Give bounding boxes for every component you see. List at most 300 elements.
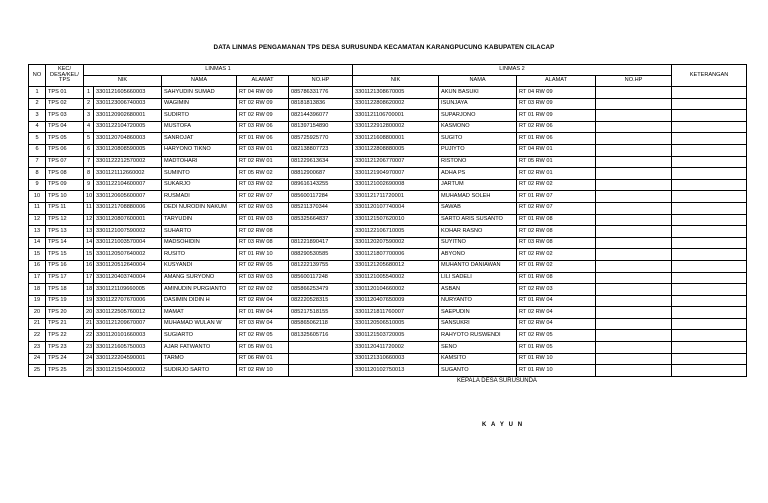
cell-nik2: 3301122808620002 bbox=[353, 98, 439, 110]
table-row bbox=[29, 144, 747, 156]
cell-nik1: 3301121504590002 bbox=[94, 365, 162, 377]
cell-tps: TPS 04 bbox=[46, 121, 84, 133]
cell-hp2 bbox=[596, 191, 672, 203]
cell-nama1: MAMAT bbox=[162, 307, 237, 319]
cell-alamat1: RT 02 RW 02 bbox=[237, 284, 289, 296]
cell-no: 8 bbox=[29, 168, 46, 180]
cell-hp1 bbox=[289, 342, 353, 354]
cell-keterangan bbox=[672, 179, 747, 191]
cell-alamat2: RT 02 RW 02 bbox=[517, 179, 596, 191]
signature-title: KEPALA DESA SURUSUNDA bbox=[457, 378, 537, 384]
cell-n1: 12 bbox=[84, 214, 94, 226]
cell-tps: TPS 08 bbox=[46, 168, 84, 180]
cell-nama2: PUJIYTO bbox=[439, 144, 517, 156]
cell-tps: TPS 11 bbox=[46, 202, 84, 214]
cell-no: 24 bbox=[29, 353, 46, 365]
header-nik-1: NIK bbox=[84, 76, 162, 87]
cell-hp2 bbox=[596, 249, 672, 261]
cell-hp1: 085786331776 bbox=[289, 87, 353, 99]
cell-nama2: MUHANTO DANIAWAN bbox=[439, 260, 517, 272]
cell-nama2: SARTO ARIS SUSANTO bbox=[439, 214, 517, 226]
cell-nik1: 3301122212570002 bbox=[94, 156, 162, 168]
cell-nik1: 3301120507640002 bbox=[94, 249, 162, 261]
cell-nama1: MUSTOFA bbox=[162, 121, 237, 133]
cell-hp1: 085866253479 bbox=[289, 284, 353, 296]
linmas-table bbox=[28, 64, 747, 377]
cell-nama1: DEDI NURODIN NAKUM bbox=[162, 202, 237, 214]
cell-nama1: SUDIRJO SARTO bbox=[162, 365, 237, 377]
cell-hp1: 08812900687 bbox=[289, 168, 353, 180]
cell-alamat2: RT 02 RW 02 bbox=[517, 249, 596, 261]
cell-alamat2: RT 02 RW 08 bbox=[517, 226, 596, 238]
cell-nama2: SENO bbox=[439, 342, 517, 354]
cell-nik2: 3301120407650009 bbox=[353, 295, 439, 307]
cell-hp1: 081221890417 bbox=[289, 237, 353, 249]
cell-nama1: DASIMIN DIDIN H bbox=[162, 295, 237, 307]
cell-alamat1: RT 02 RW 03 bbox=[237, 202, 289, 214]
table-row bbox=[29, 272, 747, 284]
cell-hp2 bbox=[596, 214, 672, 226]
cell-nama1: WAGIMIN bbox=[162, 98, 237, 110]
cell-alamat2: RT 01 RW 09 bbox=[517, 110, 596, 122]
cell-nik2: 3301121904970007 bbox=[353, 168, 439, 180]
cell-no: 14 bbox=[29, 237, 46, 249]
cell-alamat1: RT 02 RW 05 bbox=[237, 260, 289, 272]
cell-hp1: 085325664837 bbox=[289, 214, 353, 226]
cell-nik1: 3301120807600001 bbox=[94, 214, 162, 226]
cell-nik2: 3301120104660002 bbox=[353, 284, 439, 296]
cell-alamat1: RT 02 RW 01 bbox=[237, 156, 289, 168]
cell-hp2 bbox=[596, 121, 672, 133]
cell-nama1: AMANG SURYONO bbox=[162, 272, 237, 284]
cell-nik1: 3301122505760012 bbox=[94, 307, 162, 319]
cell-nik1: 3301122104600007 bbox=[94, 179, 162, 191]
cell-n1: 18 bbox=[84, 284, 94, 296]
cell-keterangan bbox=[672, 260, 747, 272]
cell-keterangan bbox=[672, 272, 747, 284]
cell-nik2: 3301122912800002 bbox=[353, 121, 439, 133]
cell-alamat1: RT 02 RW 07 bbox=[237, 191, 289, 203]
table-row bbox=[29, 295, 747, 307]
cell-nik2: 3301121608800001 bbox=[353, 133, 439, 145]
cell-keterangan bbox=[672, 202, 747, 214]
table-row bbox=[29, 202, 747, 214]
cell-nama2: ADHA PS bbox=[439, 168, 517, 180]
cell-nik1: 3301121003570004 bbox=[94, 237, 162, 249]
cell-nama2: RAHYOTO RUSWENDI bbox=[439, 330, 517, 342]
signature-name: K A Y U N bbox=[482, 422, 524, 428]
cell-alamat1: RT 02 RW 08 bbox=[237, 226, 289, 238]
cell-alamat1: RT 05 RW 02 bbox=[237, 168, 289, 180]
cell-tps: TPS 21 bbox=[46, 318, 84, 330]
cell-no: 10 bbox=[29, 191, 46, 203]
cell-nama1: SUDIRTO bbox=[162, 110, 237, 122]
cell-alamat1: RT 02 RW 09 bbox=[237, 98, 289, 110]
cell-no: 9 bbox=[29, 179, 46, 191]
cell-nama2: SUGANTO bbox=[439, 365, 517, 377]
cell-no: 7 bbox=[29, 156, 46, 168]
cell-tps: TPS 15 bbox=[46, 249, 84, 261]
cell-tps: TPS 01 bbox=[46, 87, 84, 99]
cell-no: 21 bbox=[29, 318, 46, 330]
cell-alamat1: RT 05 RW 01 bbox=[237, 342, 289, 354]
cell-nama2: KOHAR RASNO bbox=[439, 226, 517, 238]
cell-keterangan bbox=[672, 318, 747, 330]
cell-alamat1: RT 03 RW 01 bbox=[237, 144, 289, 156]
cell-no: 19 bbox=[29, 295, 46, 307]
cell-n1: 5 bbox=[84, 133, 94, 145]
cell-nama2: ABYONO bbox=[439, 249, 517, 261]
cell-nama1: KUSYANDI bbox=[162, 260, 237, 272]
table-row bbox=[29, 353, 747, 365]
cell-no: 13 bbox=[29, 226, 46, 238]
cell-nik2: 3301120207590002 bbox=[353, 237, 439, 249]
cell-nama2: KAMSITO bbox=[439, 353, 517, 365]
cell-hp1: 081222139755 bbox=[289, 260, 353, 272]
table-row bbox=[29, 214, 747, 226]
cell-tps: TPS 10 bbox=[46, 191, 84, 203]
cell-no: 20 bbox=[29, 307, 46, 319]
table-row bbox=[29, 318, 747, 330]
cell-hp2 bbox=[596, 179, 672, 191]
table-row bbox=[29, 133, 747, 145]
cell-hp1 bbox=[289, 353, 353, 365]
cell-tps: TPS 14 bbox=[46, 237, 84, 249]
cell-n1: 10 bbox=[84, 191, 94, 203]
cell-nik2: 3301120107740004 bbox=[353, 202, 439, 214]
cell-alamat1: RT 02 RW 04 bbox=[237, 295, 289, 307]
cell-alamat1: RT 02 RW 09 bbox=[237, 110, 289, 122]
cell-alamat2: RT 02 RW 03 bbox=[517, 284, 596, 296]
cell-n1: 13 bbox=[84, 226, 94, 238]
cell-alamat2: RT 01 RW 06 bbox=[517, 133, 596, 145]
header-alamat-1: ALAMAT bbox=[237, 76, 289, 87]
header-linmas-2: LINMAS 2 bbox=[353, 65, 672, 76]
cell-keterangan bbox=[672, 237, 747, 249]
cell-nik2: 3301122106710005 bbox=[353, 226, 439, 238]
cell-n1: 9 bbox=[84, 179, 94, 191]
cell-keterangan bbox=[672, 214, 747, 226]
cell-n1: 19 bbox=[84, 295, 94, 307]
document-title: DATA LINMAS PENGAMANAN TPS DESA SURUSUNDA KECAMATAN KARANGPUCUNG KABUPATEN CILACAP bbox=[213, 44, 555, 51]
cell-nama1: SANROJAT bbox=[162, 133, 237, 145]
cell-tps: TPS 13 bbox=[46, 226, 84, 238]
cell-no: 11 bbox=[29, 202, 46, 214]
table-row bbox=[29, 237, 747, 249]
cell-alamat2: RT 01 RW 10 bbox=[517, 365, 596, 377]
cell-tps: TPS 16 bbox=[46, 260, 84, 272]
table-row bbox=[29, 330, 747, 342]
cell-nama2: ASBAN bbox=[439, 284, 517, 296]
cell-nik1: 3301120902680001 bbox=[94, 110, 162, 122]
cell-nama2: SUPARJONO bbox=[439, 110, 517, 122]
table-row bbox=[29, 191, 747, 203]
cell-no: 1 bbox=[29, 87, 46, 99]
table-row bbox=[29, 342, 747, 354]
cell-alamat1: RT 03 RW 03 bbox=[237, 272, 289, 284]
cell-nama2: SAWAB bbox=[439, 202, 517, 214]
cell-no: 22 bbox=[29, 330, 46, 342]
cell-keterangan bbox=[672, 342, 747, 354]
cell-alamat2: RT 03 RW 09 bbox=[517, 98, 596, 110]
table-row bbox=[29, 121, 747, 133]
cell-nik1: 3301120512640004 bbox=[94, 260, 162, 272]
table-row bbox=[29, 226, 747, 238]
cell-hp2 bbox=[596, 202, 672, 214]
cell-hp2 bbox=[596, 156, 672, 168]
table-row bbox=[29, 98, 747, 110]
cell-alamat2: RT 02 RW 06 bbox=[517, 121, 596, 133]
cell-hp2 bbox=[596, 307, 672, 319]
cell-nik2: 3301121106700001 bbox=[353, 110, 439, 122]
cell-keterangan bbox=[672, 226, 747, 238]
cell-nama1: HARYONO TIKNO bbox=[162, 144, 237, 156]
table-row bbox=[29, 260, 747, 272]
table-row bbox=[29, 110, 747, 122]
table-row bbox=[29, 179, 747, 191]
cell-alamat1: RT 01 RW 04 bbox=[237, 307, 289, 319]
cell-hp1: 088290530585 bbox=[289, 249, 353, 261]
cell-alamat2: RT 01 RW 10 bbox=[517, 353, 596, 365]
cell-n1: 16 bbox=[84, 260, 94, 272]
cell-nik2: 3301121205680012 bbox=[353, 260, 439, 272]
cell-nik1: 3301121708880006 bbox=[94, 202, 162, 214]
cell-nama2: SAEPUDIN bbox=[439, 307, 517, 319]
cell-alamat2: RT 02 RW 01 bbox=[517, 168, 596, 180]
cell-nik1: 3301120403740004 bbox=[94, 272, 162, 284]
cell-nik2: 3301120102750013 bbox=[353, 365, 439, 377]
cell-n1: 25 bbox=[84, 365, 94, 377]
table-row bbox=[29, 87, 747, 99]
cell-tps: TPS 22 bbox=[46, 330, 84, 342]
cell-n1: 4 bbox=[84, 121, 94, 133]
cell-hp2 bbox=[596, 237, 672, 249]
cell-hp1: 085600117248 bbox=[289, 272, 353, 284]
cell-hp2 bbox=[596, 98, 672, 110]
cell-tps: TPS 07 bbox=[46, 156, 84, 168]
cell-keterangan bbox=[672, 191, 747, 203]
cell-hp1: 081397154890 bbox=[289, 121, 353, 133]
cell-alamat2: RT 01 RW 08 bbox=[517, 272, 596, 284]
cell-nik1: 3301121209670007 bbox=[94, 318, 162, 330]
cell-nama2: NURYANTO bbox=[439, 295, 517, 307]
cell-keterangan bbox=[672, 121, 747, 133]
cell-nik1: 3301122104720005 bbox=[94, 121, 162, 133]
cell-alamat2: RT 04 RW 01 bbox=[517, 144, 596, 156]
table-row bbox=[29, 249, 747, 261]
cell-tps: TPS 12 bbox=[46, 214, 84, 226]
header-no: NO bbox=[29, 65, 46, 87]
cell-alamat2: RT 04 RW 09 bbox=[517, 87, 596, 99]
cell-nama1: SUMINTO bbox=[162, 168, 237, 180]
cell-no: 2 bbox=[29, 98, 46, 110]
cell-alamat1: RT 02 RW 05 bbox=[237, 330, 289, 342]
cell-n1: 14 bbox=[84, 237, 94, 249]
cell-no: 17 bbox=[29, 272, 46, 284]
cell-tps: TPS 23 bbox=[46, 342, 84, 354]
header-nama-2: NAMA bbox=[439, 76, 517, 87]
table-row bbox=[29, 156, 747, 168]
cell-keterangan bbox=[672, 168, 747, 180]
cell-n1: 17 bbox=[84, 272, 94, 284]
cell-hp2 bbox=[596, 365, 672, 377]
cell-alamat2: RT 01 RW 05 bbox=[517, 342, 596, 354]
cell-tps: TPS 03 bbox=[46, 110, 84, 122]
cell-nama1: MUHAMAD WULAN W bbox=[162, 318, 237, 330]
cell-hp2 bbox=[596, 144, 672, 156]
cell-alamat2: RT 01 RW 04 bbox=[517, 295, 596, 307]
cell-nik2: 3301121308670005 bbox=[353, 87, 439, 99]
cell-alamat2: RT 02 RW 04 bbox=[517, 318, 596, 330]
cell-nama2: ISUNJAYA bbox=[439, 98, 517, 110]
cell-keterangan bbox=[672, 353, 747, 365]
cell-n1: 22 bbox=[84, 330, 94, 342]
cell-nik2: 3301121005540002 bbox=[353, 272, 439, 284]
cell-hp1: 081325605716 bbox=[289, 330, 353, 342]
cell-hp2 bbox=[596, 353, 672, 365]
cell-hp2 bbox=[596, 168, 672, 180]
cell-n1: 21 bbox=[84, 318, 94, 330]
cell-no: 18 bbox=[29, 284, 46, 296]
cell-alamat2: RT 01 RW 08 bbox=[517, 214, 596, 226]
table-row bbox=[29, 284, 747, 296]
cell-n1: 15 bbox=[84, 249, 94, 261]
cell-nik1: 3301122707670006 bbox=[94, 295, 162, 307]
cell-no: 15 bbox=[29, 249, 46, 261]
cell-n1: 7 bbox=[84, 156, 94, 168]
cell-nik1: 3301121605750003 bbox=[94, 342, 162, 354]
cell-no: 16 bbox=[29, 260, 46, 272]
cell-nama1: RUSMADI bbox=[162, 191, 237, 203]
cell-no: 25 bbox=[29, 365, 46, 377]
cell-alamat1: RT 01 RW 03 bbox=[237, 214, 289, 226]
cell-tps: TPS 18 bbox=[46, 284, 84, 296]
cell-nik2: 3301121503720005 bbox=[353, 330, 439, 342]
cell-hp2 bbox=[596, 284, 672, 296]
cell-nama1: AMINUDIN PURGIANTO bbox=[162, 284, 237, 296]
cell-tps: TPS 05 bbox=[46, 133, 84, 145]
cell-alamat2: RT 02 RW 07 bbox=[517, 202, 596, 214]
cell-keterangan bbox=[672, 98, 747, 110]
cell-nama1: SUGIARTO bbox=[162, 330, 237, 342]
table-row bbox=[29, 168, 747, 180]
cell-hp1: 085600117284 bbox=[289, 191, 353, 203]
cell-nik1: 3301120605600007 bbox=[94, 191, 162, 203]
cell-nama2: SUGITO bbox=[439, 133, 517, 145]
header-kec-desa-kel-tps: KEC/ DESA/KEL/ TPS bbox=[46, 65, 84, 87]
cell-keterangan bbox=[672, 330, 747, 342]
cell-keterangan bbox=[672, 365, 747, 377]
table-row bbox=[29, 365, 747, 377]
cell-keterangan bbox=[672, 156, 747, 168]
header-nohp-2: NO.HP bbox=[596, 76, 672, 87]
cell-no: 4 bbox=[29, 121, 46, 133]
cell-hp1: 085865062118 bbox=[289, 318, 353, 330]
cell-hp2 bbox=[596, 110, 672, 122]
cell-n1: 20 bbox=[84, 307, 94, 319]
cell-n1: 11 bbox=[84, 202, 94, 214]
cell-no: 6 bbox=[29, 144, 46, 156]
cell-no: 5 bbox=[29, 133, 46, 145]
cell-keterangan bbox=[672, 110, 747, 122]
cell-nik1: 3301121109660005 bbox=[94, 284, 162, 296]
cell-keterangan bbox=[672, 307, 747, 319]
cell-tps: TPS 17 bbox=[46, 272, 84, 284]
cell-tps: TPS 19 bbox=[46, 295, 84, 307]
cell-hp2 bbox=[596, 87, 672, 99]
cell-hp1: 089616143255 bbox=[289, 179, 353, 191]
cell-nama2: JARTUM bbox=[439, 179, 517, 191]
cell-hp2 bbox=[596, 318, 672, 330]
cell-nama1: MADTOHARI bbox=[162, 156, 237, 168]
cell-nama1: AJAR FATWANTO bbox=[162, 342, 237, 354]
cell-nik2: 3301120411720002 bbox=[353, 342, 439, 354]
cell-nama1: SAHYUDIN SUMAD bbox=[162, 87, 237, 99]
cell-hp1 bbox=[289, 365, 353, 377]
cell-hp2 bbox=[596, 342, 672, 354]
cell-nama2: MUHAMAD SOLEH bbox=[439, 191, 517, 203]
cell-alamat1: RT 03 RW 02 bbox=[237, 179, 289, 191]
cell-hp2 bbox=[596, 133, 672, 145]
header-alamat-2: ALAMAT bbox=[517, 76, 596, 87]
cell-n1: 6 bbox=[84, 144, 94, 156]
cell-no: 12 bbox=[29, 214, 46, 226]
cell-alamat1: RT 02 RW 10 bbox=[237, 365, 289, 377]
cell-tps: TPS 09 bbox=[46, 179, 84, 191]
cell-nik2: 3301120506510005 bbox=[353, 318, 439, 330]
cell-nama2: LILI SADELI bbox=[439, 272, 517, 284]
cell-nik2: 3301121206770007 bbox=[353, 156, 439, 168]
cell-nik2: 3301121507620010 bbox=[353, 214, 439, 226]
cell-hp1: 082220528315 bbox=[289, 295, 353, 307]
cell-hp2 bbox=[596, 272, 672, 284]
cell-hp1: 081229613634 bbox=[289, 156, 353, 168]
cell-alamat2: RT 01 RW 02 bbox=[517, 260, 596, 272]
cell-nama1: SUHARTO bbox=[162, 226, 237, 238]
cell-hp2 bbox=[596, 330, 672, 342]
cell-hp2 bbox=[596, 295, 672, 307]
cell-keterangan bbox=[672, 295, 747, 307]
cell-alamat1: RT 03 RW 08 bbox=[237, 237, 289, 249]
cell-n1: 23 bbox=[84, 342, 94, 354]
cell-alamat2: RT 03 RW 08 bbox=[517, 237, 596, 249]
cell-hp1: 082144396077 bbox=[289, 110, 353, 122]
cell-hp2 bbox=[596, 260, 672, 272]
cell-alamat1: RT 03 RW 06 bbox=[237, 121, 289, 133]
cell-nama1: MADSOHIDIN bbox=[162, 237, 237, 249]
cell-nama1: TARYUDIN bbox=[162, 214, 237, 226]
cell-nik1: 3301123006740003 bbox=[94, 98, 162, 110]
cell-nik1: 3301121007590002 bbox=[94, 226, 162, 238]
cell-nama2: KASMONO bbox=[439, 121, 517, 133]
cell-nik2: 3301121310660003 bbox=[353, 353, 439, 365]
cell-nik2: 3301121811760007 bbox=[353, 307, 439, 319]
header-nik-2: NIK bbox=[353, 76, 439, 87]
cell-hp1: 085217518155 bbox=[289, 307, 353, 319]
cell-no: 23 bbox=[29, 342, 46, 354]
cell-tps: TPS 06 bbox=[46, 144, 84, 156]
cell-nama2: RISTONO bbox=[439, 156, 517, 168]
cell-hp2 bbox=[596, 226, 672, 238]
cell-hp1: 08181813836 bbox=[289, 98, 353, 110]
cell-nik1: 3301121112660002 bbox=[94, 168, 162, 180]
cell-hp1: 085725925770 bbox=[289, 133, 353, 145]
cell-nik2: 3301121711720001 bbox=[353, 191, 439, 203]
cell-no: 3 bbox=[29, 110, 46, 122]
header-linmas-1: LINMAS 1 bbox=[84, 65, 353, 76]
cell-nik1: 3301120808590005 bbox=[94, 144, 162, 156]
cell-keterangan bbox=[672, 87, 747, 99]
